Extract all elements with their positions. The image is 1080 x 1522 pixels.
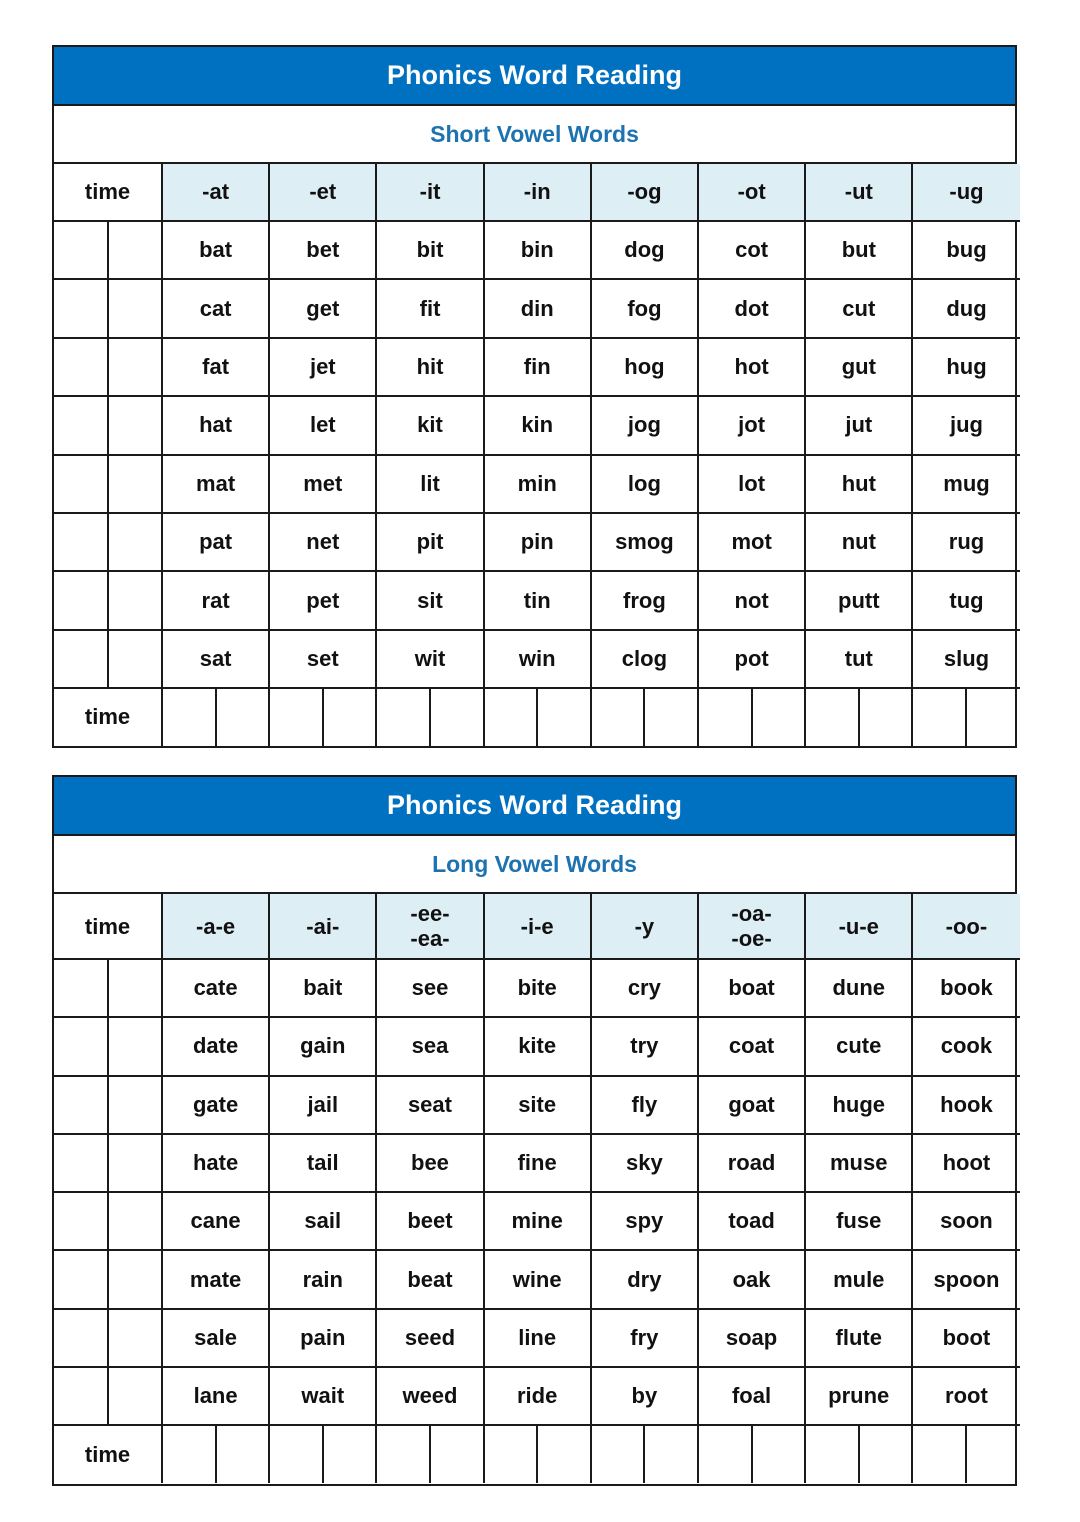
word-cell: mate bbox=[162, 1250, 269, 1308]
word-row bbox=[54, 396, 1020, 454]
pattern-header: -ee- -ea- bbox=[376, 894, 483, 959]
word-cell: smog bbox=[591, 513, 698, 571]
word-cell: fry bbox=[591, 1309, 698, 1367]
word-cell: wine bbox=[484, 1250, 591, 1308]
time-entry-box[interactable] bbox=[484, 688, 538, 745]
word-cell: sky bbox=[591, 1134, 698, 1192]
word-cell: net bbox=[269, 513, 376, 571]
word-cell: prune bbox=[805, 1367, 912, 1425]
word-row bbox=[54, 1367, 1020, 1425]
word-cell: pot bbox=[698, 630, 805, 688]
word-cell: fine bbox=[484, 1134, 591, 1192]
sheet-title: Phonics Word Reading bbox=[54, 777, 1015, 836]
word-cell: seed bbox=[376, 1309, 483, 1367]
time-entry-box[interactable] bbox=[108, 1250, 162, 1308]
word-cell: wait bbox=[269, 1367, 376, 1425]
word-cell: site bbox=[484, 1076, 591, 1134]
time-entry-box[interactable] bbox=[484, 1425, 538, 1482]
word-cell: foal bbox=[698, 1367, 805, 1425]
pattern-header: -at bbox=[162, 164, 269, 221]
word-cell: bug bbox=[912, 221, 1019, 279]
word-cell: dug bbox=[912, 279, 1019, 337]
word-cell: hog bbox=[591, 338, 698, 396]
time-entry-box[interactable] bbox=[108, 1309, 162, 1367]
time-entry-box[interactable] bbox=[644, 1425, 698, 1482]
word-cell: jut bbox=[805, 396, 912, 454]
word-cell: kin bbox=[484, 396, 591, 454]
word-cell: fin bbox=[484, 338, 591, 396]
time-entry-box[interactable] bbox=[54, 1076, 108, 1134]
word-cell: seat bbox=[376, 1076, 483, 1134]
pattern-header: -ot bbox=[698, 164, 805, 221]
word-cell: beat bbox=[376, 1250, 483, 1308]
word-cell: dry bbox=[591, 1250, 698, 1308]
time-entry-box[interactable] bbox=[376, 688, 430, 745]
word-cell: fuse bbox=[805, 1192, 912, 1250]
time-entry-box[interactable] bbox=[108, 1367, 162, 1425]
word-cell: cane bbox=[162, 1192, 269, 1250]
word-cell: bait bbox=[269, 959, 376, 1017]
time-entry-box[interactable] bbox=[108, 959, 162, 1017]
word-cell: met bbox=[269, 455, 376, 513]
word-cell: lot bbox=[698, 455, 805, 513]
time-entry-box[interactable] bbox=[537, 688, 591, 745]
word-cell: cat bbox=[162, 279, 269, 337]
word-cell: try bbox=[591, 1017, 698, 1075]
word-cell: tug bbox=[912, 571, 1019, 629]
word-cell: but bbox=[805, 221, 912, 279]
time-entry-box[interactable] bbox=[54, 1017, 108, 1075]
time-entry-box[interactable] bbox=[54, 513, 108, 571]
time-entry-box[interactable] bbox=[966, 1425, 1020, 1482]
word-row bbox=[54, 571, 1020, 629]
time-entry-box[interactable] bbox=[216, 688, 270, 745]
word-cell: gate bbox=[162, 1076, 269, 1134]
time-entry-box[interactable] bbox=[912, 1425, 966, 1482]
time-entry-box[interactable] bbox=[430, 1425, 484, 1482]
word-cell: boat bbox=[698, 959, 805, 1017]
time-entry-box[interactable] bbox=[698, 1425, 752, 1482]
time-entry-box[interactable] bbox=[54, 1192, 108, 1250]
word-cell: cook bbox=[912, 1017, 1019, 1075]
time-footer-label: time bbox=[54, 1425, 162, 1482]
pattern-header: -oa- -oe- bbox=[698, 894, 805, 959]
time-entry-box[interactable] bbox=[54, 1309, 108, 1367]
word-cell: oak bbox=[698, 1250, 805, 1308]
time-entry-box[interactable] bbox=[108, 279, 162, 337]
pattern-header: -u-e bbox=[805, 894, 912, 959]
word-cell: kite bbox=[484, 1017, 591, 1075]
word-cell: hoot bbox=[912, 1134, 1019, 1192]
word-row bbox=[54, 1017, 1020, 1075]
word-cell: bin bbox=[484, 221, 591, 279]
time-entry-box[interactable] bbox=[108, 455, 162, 513]
time-entry-box[interactable] bbox=[430, 688, 484, 745]
time-entry-box[interactable] bbox=[752, 1425, 806, 1482]
word-cell: kit bbox=[376, 396, 483, 454]
time-entry-box[interactable] bbox=[108, 221, 162, 279]
word-cell: tail bbox=[269, 1134, 376, 1192]
word-cell: root bbox=[912, 1367, 1019, 1425]
word-row bbox=[54, 221, 1020, 279]
word-cell: lit bbox=[376, 455, 483, 513]
word-cell: cut bbox=[805, 279, 912, 337]
word-cell: gut bbox=[805, 338, 912, 396]
word-cell: see bbox=[376, 959, 483, 1017]
word-cell: fit bbox=[376, 279, 483, 337]
word-cell: bat bbox=[162, 221, 269, 279]
word-cell: dog bbox=[591, 221, 698, 279]
word-cell: sea bbox=[376, 1017, 483, 1075]
time-entry-box[interactable] bbox=[591, 1425, 645, 1482]
word-cell: fly bbox=[591, 1076, 698, 1134]
word-cell: beet bbox=[376, 1192, 483, 1250]
word-cell: pin bbox=[484, 513, 591, 571]
word-cell: sale bbox=[162, 1309, 269, 1367]
time-entry-box[interactable] bbox=[698, 688, 752, 745]
pattern-header: -oo- bbox=[912, 894, 1019, 959]
word-cell: spy bbox=[591, 1192, 698, 1250]
short-vowel-table bbox=[52, 45, 1017, 748]
pattern-header: -i-e bbox=[484, 894, 591, 959]
time-entry-box[interactable] bbox=[537, 1425, 591, 1482]
word-cell: book bbox=[912, 959, 1019, 1017]
word-cell: tin bbox=[484, 571, 591, 629]
pattern-header: -in bbox=[484, 164, 591, 221]
word-cell: jog bbox=[591, 396, 698, 454]
word-cell: jail bbox=[269, 1076, 376, 1134]
word-cell: muse bbox=[805, 1134, 912, 1192]
pattern-header: -ai- bbox=[269, 894, 376, 959]
time-entry-box[interactable] bbox=[323, 1425, 377, 1482]
time-entry-box[interactable] bbox=[376, 1425, 430, 1482]
pattern-header: -y bbox=[591, 894, 698, 959]
time-entry-box[interactable] bbox=[108, 630, 162, 688]
word-cell: get bbox=[269, 279, 376, 337]
word-cell: win bbox=[484, 630, 591, 688]
time-entry-box[interactable] bbox=[108, 513, 162, 571]
word-cell: cot bbox=[698, 221, 805, 279]
word-cell: soon bbox=[912, 1192, 1019, 1250]
word-cell: min bbox=[484, 455, 591, 513]
time-entry-box[interactable] bbox=[859, 1425, 913, 1482]
word-cell: sail bbox=[269, 1192, 376, 1250]
pattern-header: -ut bbox=[805, 164, 912, 221]
word-row bbox=[54, 1309, 1020, 1367]
word-row bbox=[54, 338, 1020, 396]
time-entry-box[interactable] bbox=[805, 688, 859, 745]
time-entry-box[interactable] bbox=[591, 688, 645, 745]
time-header: time bbox=[54, 164, 162, 221]
time-entry-box[interactable] bbox=[805, 1425, 859, 1482]
word-cell: cate bbox=[162, 959, 269, 1017]
word-cell: jot bbox=[698, 396, 805, 454]
word-cell: goat bbox=[698, 1076, 805, 1134]
word-grid bbox=[54, 164, 1020, 746]
word-cell: lane bbox=[162, 1367, 269, 1425]
word-cell: fat bbox=[162, 338, 269, 396]
word-cell: din bbox=[484, 279, 591, 337]
word-row bbox=[54, 1250, 1020, 1308]
word-cell: gain bbox=[269, 1017, 376, 1075]
word-grid bbox=[54, 894, 1020, 1483]
word-cell: rug bbox=[912, 513, 1019, 571]
word-cell: sat bbox=[162, 630, 269, 688]
time-entry-box[interactable] bbox=[912, 688, 966, 745]
word-cell: road bbox=[698, 1134, 805, 1192]
word-row bbox=[54, 455, 1020, 513]
time-entry-box[interactable] bbox=[269, 1425, 323, 1482]
time-entry-box[interactable] bbox=[54, 959, 108, 1017]
long-vowel-table bbox=[52, 775, 1017, 1486]
time-entry-box[interactable] bbox=[269, 688, 323, 745]
pattern-header: -og bbox=[591, 164, 698, 221]
time-footer-label: time bbox=[54, 688, 162, 745]
word-cell: hat bbox=[162, 396, 269, 454]
time-entry-box[interactable] bbox=[108, 1076, 162, 1134]
word-cell: mug bbox=[912, 455, 1019, 513]
word-cell: frog bbox=[591, 571, 698, 629]
word-cell: dune bbox=[805, 959, 912, 1017]
time-entry-box[interactable] bbox=[108, 1192, 162, 1250]
word-cell: jug bbox=[912, 396, 1019, 454]
word-row bbox=[54, 630, 1020, 688]
word-cell: tut bbox=[805, 630, 912, 688]
word-row bbox=[54, 1192, 1020, 1250]
time-entry-box[interactable] bbox=[966, 688, 1020, 745]
word-cell: hut bbox=[805, 455, 912, 513]
time-header: time bbox=[54, 894, 162, 959]
time-entry-box[interactable] bbox=[54, 1250, 108, 1308]
word-cell: putt bbox=[805, 571, 912, 629]
word-cell: pain bbox=[269, 1309, 376, 1367]
time-entry-box[interactable] bbox=[644, 688, 698, 745]
word-cell: flute bbox=[805, 1309, 912, 1367]
word-cell: cute bbox=[805, 1017, 912, 1075]
word-row bbox=[54, 513, 1020, 571]
time-entry-box[interactable] bbox=[54, 279, 108, 337]
time-entry-box[interactable] bbox=[752, 688, 806, 745]
word-cell: rain bbox=[269, 1250, 376, 1308]
word-cell: coat bbox=[698, 1017, 805, 1075]
word-cell: huge bbox=[805, 1076, 912, 1134]
word-cell: pet bbox=[269, 571, 376, 629]
word-cell: hug bbox=[912, 338, 1019, 396]
word-cell: pit bbox=[376, 513, 483, 571]
word-cell: cry bbox=[591, 959, 698, 1017]
word-cell: set bbox=[269, 630, 376, 688]
word-cell: rat bbox=[162, 571, 269, 629]
word-cell: bee bbox=[376, 1134, 483, 1192]
word-cell: let bbox=[269, 396, 376, 454]
word-cell: bet bbox=[269, 221, 376, 279]
time-entry-box[interactable] bbox=[54, 221, 108, 279]
pattern-header: -ug bbox=[912, 164, 1019, 221]
pattern-header: -a-e bbox=[162, 894, 269, 959]
word-cell: mule bbox=[805, 1250, 912, 1308]
word-cell: hook bbox=[912, 1076, 1019, 1134]
sheet-subtitle: Short Vowel Words bbox=[54, 106, 1015, 164]
word-cell: nut bbox=[805, 513, 912, 571]
word-row bbox=[54, 279, 1020, 337]
word-cell: fog bbox=[591, 279, 698, 337]
word-cell: mot bbox=[698, 513, 805, 571]
time-entry-box[interactable] bbox=[54, 455, 108, 513]
pattern-header: -et bbox=[269, 164, 376, 221]
time-entry-box[interactable] bbox=[108, 1134, 162, 1192]
word-cell: clog bbox=[591, 630, 698, 688]
time-entry-box[interactable] bbox=[54, 1134, 108, 1192]
word-cell: log bbox=[591, 455, 698, 513]
word-cell: bite bbox=[484, 959, 591, 1017]
word-cell: date bbox=[162, 1017, 269, 1075]
word-cell: line bbox=[484, 1309, 591, 1367]
time-entry-box[interactable] bbox=[108, 396, 162, 454]
word-cell: jet bbox=[269, 338, 376, 396]
word-cell: mine bbox=[484, 1192, 591, 1250]
time-entry-box[interactable] bbox=[162, 688, 216, 745]
time-entry-box[interactable] bbox=[859, 688, 913, 745]
sheet-title: Phonics Word Reading bbox=[54, 47, 1015, 106]
word-cell: hate bbox=[162, 1134, 269, 1192]
time-entry-box[interactable] bbox=[323, 688, 377, 745]
word-cell: bit bbox=[376, 221, 483, 279]
time-entry-box[interactable] bbox=[108, 338, 162, 396]
word-cell: wit bbox=[376, 630, 483, 688]
word-cell: sit bbox=[376, 571, 483, 629]
word-cell: dot bbox=[698, 279, 805, 337]
sheet-subtitle: Long Vowel Words bbox=[54, 836, 1015, 894]
time-entry-box[interactable] bbox=[108, 571, 162, 629]
time-entry-box[interactable] bbox=[216, 1425, 270, 1482]
time-entry-box[interactable] bbox=[54, 1367, 108, 1425]
word-row bbox=[54, 1076, 1020, 1134]
pattern-header: -it bbox=[376, 164, 483, 221]
word-cell: not bbox=[698, 571, 805, 629]
time-entry-box[interactable] bbox=[108, 1017, 162, 1075]
word-cell: toad bbox=[698, 1192, 805, 1250]
time-entry-box[interactable] bbox=[54, 571, 108, 629]
word-cell: ride bbox=[484, 1367, 591, 1425]
word-cell: pat bbox=[162, 513, 269, 571]
word-cell: boot bbox=[912, 1309, 1019, 1367]
time-entry-box[interactable] bbox=[54, 630, 108, 688]
word-cell: spoon bbox=[912, 1250, 1019, 1308]
word-cell: hot bbox=[698, 338, 805, 396]
word-cell: soap bbox=[698, 1309, 805, 1367]
word-cell: hit bbox=[376, 338, 483, 396]
time-entry-box[interactable] bbox=[54, 396, 108, 454]
word-cell: mat bbox=[162, 455, 269, 513]
time-entry-box[interactable] bbox=[162, 1425, 216, 1482]
word-cell: weed bbox=[376, 1367, 483, 1425]
word-cell: slug bbox=[912, 630, 1019, 688]
word-cell: by bbox=[591, 1367, 698, 1425]
word-row bbox=[54, 1134, 1020, 1192]
word-row bbox=[54, 959, 1020, 1017]
time-entry-box[interactable] bbox=[54, 338, 108, 396]
